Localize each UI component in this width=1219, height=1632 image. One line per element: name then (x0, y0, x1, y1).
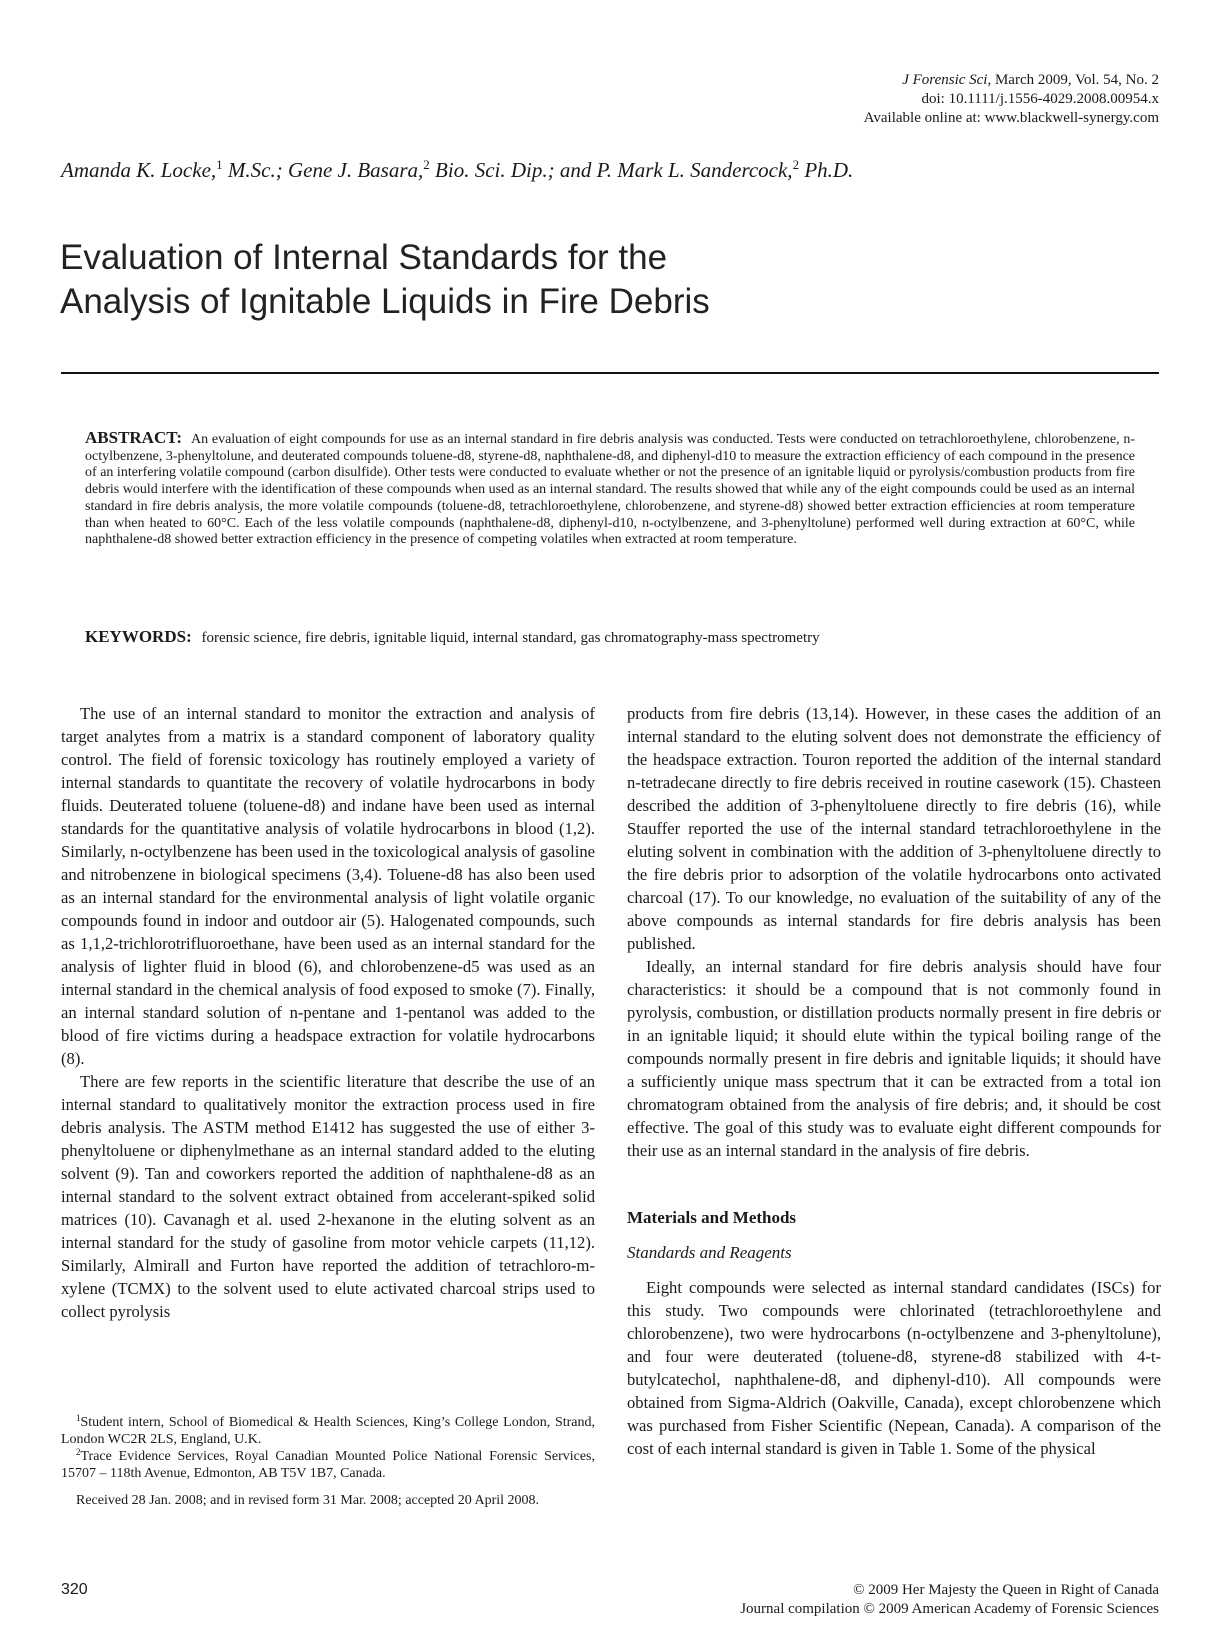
received-dates: Received 28 Jan. 2008; and in revised form 31 Mar. 2008; accepted 20 April 2008. (76, 1493, 540, 1508)
title-divider (61, 372, 1159, 374)
footnote-text: Student intern, School of Biomedical & Health Sciences, King’s College London, Strand, London WC2R 2LS, England, U.K. (61, 1415, 595, 1447)
author-name: Amanda K. Locke, (61, 158, 217, 182)
section-heading: Materials and Methods (627, 1208, 797, 1227)
author-degree: Ph.D. (799, 158, 854, 182)
abstract-text: An evaluation of eight compounds for use as an internal standard in fire debris analysis was conducted. Tests were conducted on tetrachloroethylene, chlorobenzene, n-octylbenzene, 3-phenyltolune, and deuterated compounds toluene-d8, styrene-d8, naphthalene-d8, and diphenyl-d10 to measure the extraction efficiency of each compound in the presence of an interfering volatile compound (carbon disulfide). Other tests were conducted to evaluate whether or not the presence of an ignitable liquid or pyrolysis/combustion products from fire debris would interfere with the identification of these compounds when used as an internal standard. The results showed that while any of the eight compounds could be used as an internal standard in fire debris analysis, the more volatile compounds (toluene-d8, tetrachloroethylene, chlorobenzene, and styrene-d8) showed better extraction efficiencies at room temperature than when heated to 60°C. Each of the less volatile compounds (naphthalene-d8, diphenyl-d10, n-octylbenzene, and 3-phenyltolune) performed well during extraction at 60°C, while naphthalene-d8 showed better extraction efficiency in the presence of competing volatiles when extracted at room temperature. (85, 432, 1135, 548)
footnote-mark: 2 (76, 1447, 81, 1457)
page-number: 320 (61, 1581, 88, 1598)
abstract (85, 430, 1135, 549)
body-paragraph: Eight compounds were selected as internal standard candidates (ISCs) for this study. Two compounds were chlorinated (tetrachloroethylene and chlorobenzene), two were hydrocarbons (n-octylbenzene and 3-phenyltolune), and four were deuterated (toluene-d8, styrene-d8 stabilized with 4-t-butylcatechol, naphthalene-d8, and diphenyl-d10). All compounds were obtained from Sigma-Aldrich (Oakville, Canada), except chlorobenzene which was purchased from Fisher Scientific (Nepean, Canada). A comparison of the cost of each internal standard is given in Table 1. Some of the physical (627, 1278, 1161, 1458)
footnotes (61, 1414, 595, 1509)
body-column-left (61, 702, 595, 1323)
body-column-right (627, 702, 1161, 1460)
footnote-text: Trace Evidence Services, Royal Canadian Mounted Police National Forensic Services, 15707 – 118th Avenue, Edmonton, AB T5V 1B7, Canada. (61, 1449, 595, 1481)
paper-title (60, 236, 1060, 324)
keywords-text: forensic science, fire debris, ignitable liquid, internal standard, gas chromatography-mass spectrometry (201, 630, 820, 646)
journal-info (639, 71, 1159, 128)
journal-citation (639, 71, 1159, 90)
footnote-1 (61, 1414, 595, 1448)
abstract-label: ABSTRACT: (85, 428, 182, 447)
availability-link[interactable]: Available online at: www.blackwell-synergy.com (863, 110, 1159, 126)
author-degree: M.Sc.; (222, 158, 283, 182)
author-name: Gene J. Basara, (282, 158, 424, 182)
affiliation-mark: 2 (792, 157, 800, 172)
subsection-heading: Standards and Reagents (627, 1243, 792, 1262)
body-paragraph: The use of an internal standard to monitor the extraction and analysis of target analytes from a matrix is a standard component of laboratory quality control. The field of forensic toxicology has routinely employed a variety of internal standards to quantitate the recovery of volatile hydrocarbons in body fluids. Deuterated toluene (toluene-d8) and indane have been used as internal standards for the quantitative analysis of volatile hydrocarbons in blood (1,2). Similarly, n-octylbenzene has been used in the toxicological analysis of gasoline and nitrobenzene in biological specimens (3,4). Toluene-d8 has also been used as an internal standard for the environmental analysis of light volatile organic compounds found in indoor and outdoor air (5). Halogenated compounds, such as 1,1,2-trichlorotrifluoroethane, have been used as an internal standard for the analysis of lighter fluid in blood (6), and chlorobenzene-d5 was used as an internal standard in the chemical analysis of food exposed to smoke (7). Finally, an internal standard solution of n-pentane and 1-pentanol was added to the blood of fire victims during a headspace extraction for volatile hydrocarbons (8). (61, 704, 595, 1068)
author-degree: Bio. Sci. Dip.; and (429, 158, 592, 182)
keywords-label: KEYWORDS: (85, 627, 192, 646)
footnote-2 (61, 1448, 595, 1482)
keywords (85, 627, 1135, 648)
author-name: P. Mark L. Sandercock, (591, 158, 793, 182)
author-list (61, 156, 1161, 184)
affiliation-mark: 2 (423, 157, 430, 172)
body-paragraph: products from fire debris (13,14). However, in these cases the addition of an internal standard to the eluting solvent does not demonstrate the efficiency of the headspace extraction. Touron reported the addition of the internal standard n-tetradecane directly to fire debris received in routine casework (15). Chasteen described the addition of 3-phenyltoluene directly to fire debris (16), while Stauffer reported the use of the internal standard tetrachloroethylene in the eluting solvent in combination with the addition of 3-phenyltoluene directly to the fire debris prior to adsorption of the volatile hydrocarbons onto activated charcoal (17). To our knowledge, no evaluation of the suitability of any of the above compounds as internal standards for fire debris analysis has been published. (627, 704, 1161, 953)
body-paragraph: Ideally, an internal standard for fire debris analysis should have four characteristics: it should be a compound that is not commonly found in pyrolysis, combustion, or distillation products normally present in fire debris or in an ignitable liquid; it should elute within the typical boiling range of the compounds normally present in fire debris and ignitable liquids; it should have a sufficiently unique mass spectrum that it can be extracted from a total ion chromatogram obtained from the analysis of fire debris; and, it should be cost effective. The goal of this study was to evaluate eight different compounds for their use as an internal standard in the analysis of fire debris. (627, 957, 1161, 1160)
copyright-line-2: Journal compilation © 2009 American Academy of Forensic Sciences (740, 1601, 1159, 1617)
title-line-1: Evaluation of Internal Standards for the (60, 238, 668, 277)
journal-name: J Forensic Sci, (902, 72, 992, 88)
footnote-mark: 1 (76, 1413, 81, 1423)
copyright (559, 1581, 1159, 1619)
journal-issue: March 2009, Vol. 54, No. 2 (991, 72, 1159, 88)
copyright-line-1: © 2009 Her Majesty the Queen in Right of Canada (853, 1582, 1159, 1598)
doi: doi: 10.1111/j.1556-4029.2008.00954.x (921, 91, 1159, 107)
title-line-2: Analysis of Ignitable Liquids in Fire Debris (60, 282, 710, 321)
body-paragraph: There are few reports in the scientific literature that describe the use of an internal standard to qualitatively monitor the extraction process used in fire debris analysis. The ASTM method E1412 has suggested the use of either 3-phenyltoluene or diphenylmethane as an internal standard added to the eluting solvent (9). Tan and coworkers reported the addition of naphthalene-d8 as an internal standard to the solvent extract obtained from accelerant-spiked solid matrices (10). Cavanagh et al. used 2-hexanone in the eluting solvent as an internal standard for the study of gasoline from motor vehicle carpets (11,12). Similarly, Almirall and Furton have reported the addition of tetrachloro-m-xylene (TCMX) to the solvent used to elute activated charcoal strips used to collect pyrolysis (61, 1072, 595, 1321)
affiliation-mark: 1 (216, 157, 223, 172)
